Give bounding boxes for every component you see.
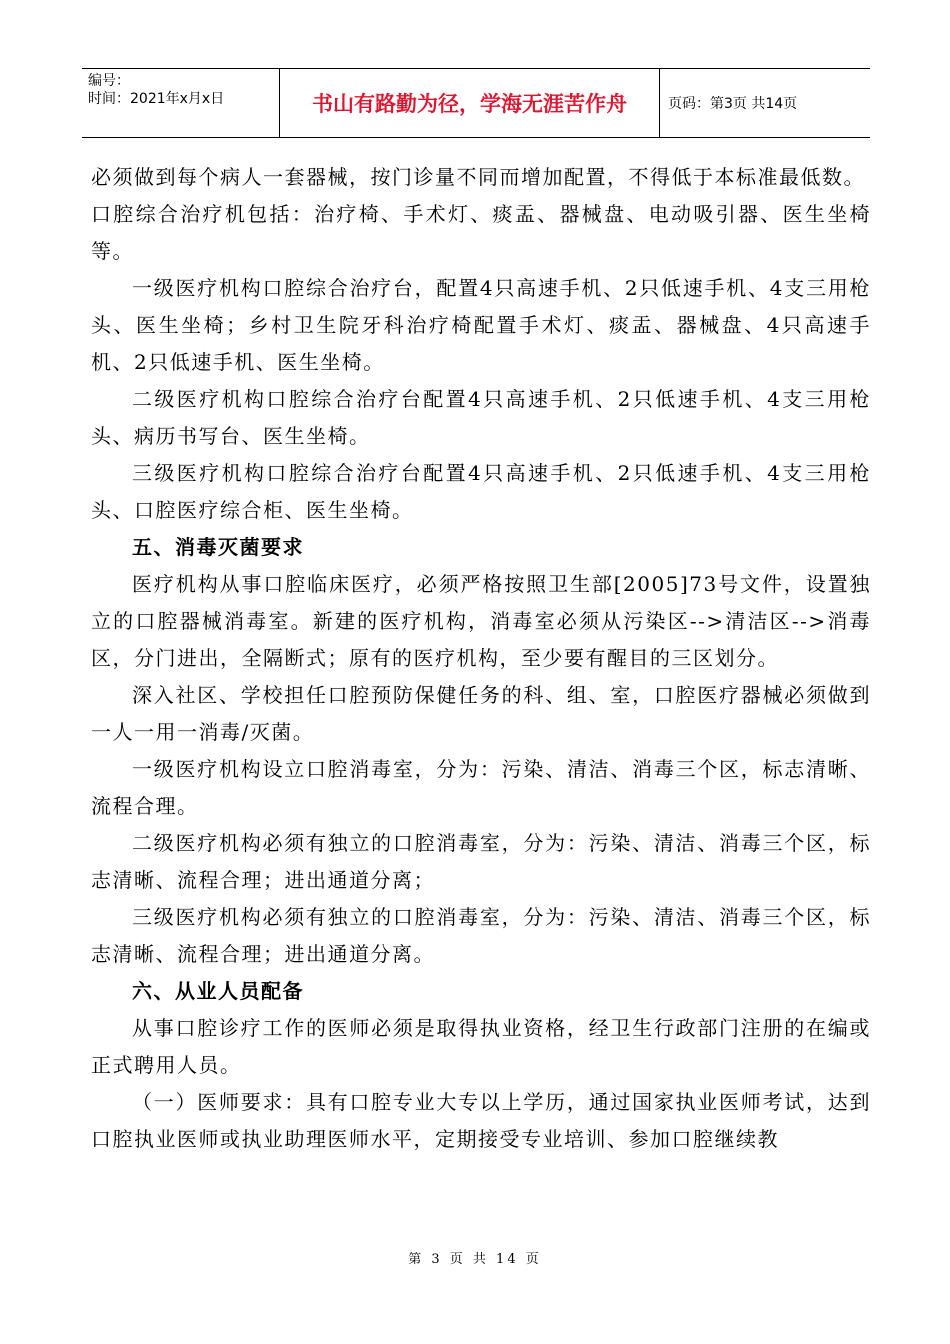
body-paragraph: （一）医师要求：具有口腔专业大专以上学历，通过国家执业医师考试，达到口腔执业医师或执业助理医师水平，定期接受专业培训、参加口腔继续教 bbox=[91, 1090, 871, 1151]
header-motto: 书山有路勤为径，学海无涯苦作舟 bbox=[280, 69, 660, 137]
body-paragraph: 一级医疗机构口腔综合治疗台，配置4只高速手机、2只低速手机、4支三用枪头、医生坐椅；乡村卫生院牙科治疗椅配置手术灯、痰盂、器械盘、4只高速手机、2只低速手机、医生坐椅。 bbox=[91, 276, 871, 374]
section-heading: 六、从业人员配备 bbox=[132, 979, 304, 1003]
document-header bbox=[82, 68, 870, 138]
body-paragraph: 口腔综合治疗机包括：治疗椅、手术灯、痰盂、器械盘、电动吸引器、医生坐椅等。 bbox=[91, 202, 871, 263]
body-paragraph: 二级医疗机构口腔综合治疗台配置4只高速手机、2只低速手机、4支三用枪头、病历书写台、医生坐椅。 bbox=[91, 387, 871, 448]
body-paragraph: 从事口腔诊疗工作的医师必须是取得执业资格，经卫生行政部门注册的在编或正式聘用人员。 bbox=[91, 1016, 871, 1077]
body-paragraph: 深入社区、学校担任口腔预防保健任务的科、组、室，口腔医疗器械必须做到一人一用一消毒/灭菌。 bbox=[91, 683, 871, 744]
header-meta bbox=[82, 69, 280, 137]
document-body bbox=[91, 159, 871, 1158]
header-page-info: 页码：第3页 共14页 bbox=[668, 96, 798, 112]
number-label: 编号： bbox=[88, 73, 130, 89]
body-paragraph: 一级医疗机构设立口腔消毒室，分为：污染、清洁、消毒三个区，标志清晰、流程合理。 bbox=[91, 757, 871, 818]
page-footer: 第 3 页 共 14 页 bbox=[408, 1252, 542, 1267]
time-label: 时间：2021年x月x日 bbox=[88, 91, 225, 107]
body-paragraph: 三级医疗机构口腔综合治疗台配置4只高速手机、2只低速手机、4支三用枪头、口腔医疗综合柜、医生坐椅。 bbox=[91, 461, 871, 522]
body-paragraph: 必须做到每个病人一套器械，按门诊量不同而增加配置，不得低于本标准最低数。 bbox=[91, 165, 865, 189]
section-heading: 五、消毒灭菌要求 bbox=[132, 535, 304, 559]
body-paragraph: 医疗机构从事口腔临床医疗，必须严格按照卫生部[2005]73号文件，设置独立的口腔器械消毒室。新建的医疗机构，消毒室必须从污染区-->清洁区-->消毒区，分门进出，全隔断式；原有的医疗机构，至少要有醒目的三区划分。 bbox=[91, 572, 871, 670]
body-paragraph: 二级医疗机构必须有独立的口腔消毒室，分为：污染、清洁、消毒三个区，标志清晰、流程合理；进出通道分离； bbox=[91, 831, 871, 892]
body-paragraph: 三级医疗机构必须有独立的口腔消毒室，分为：污染、清洁、消毒三个区，标志清晰、流程合理；进出通道分离。 bbox=[91, 905, 871, 966]
